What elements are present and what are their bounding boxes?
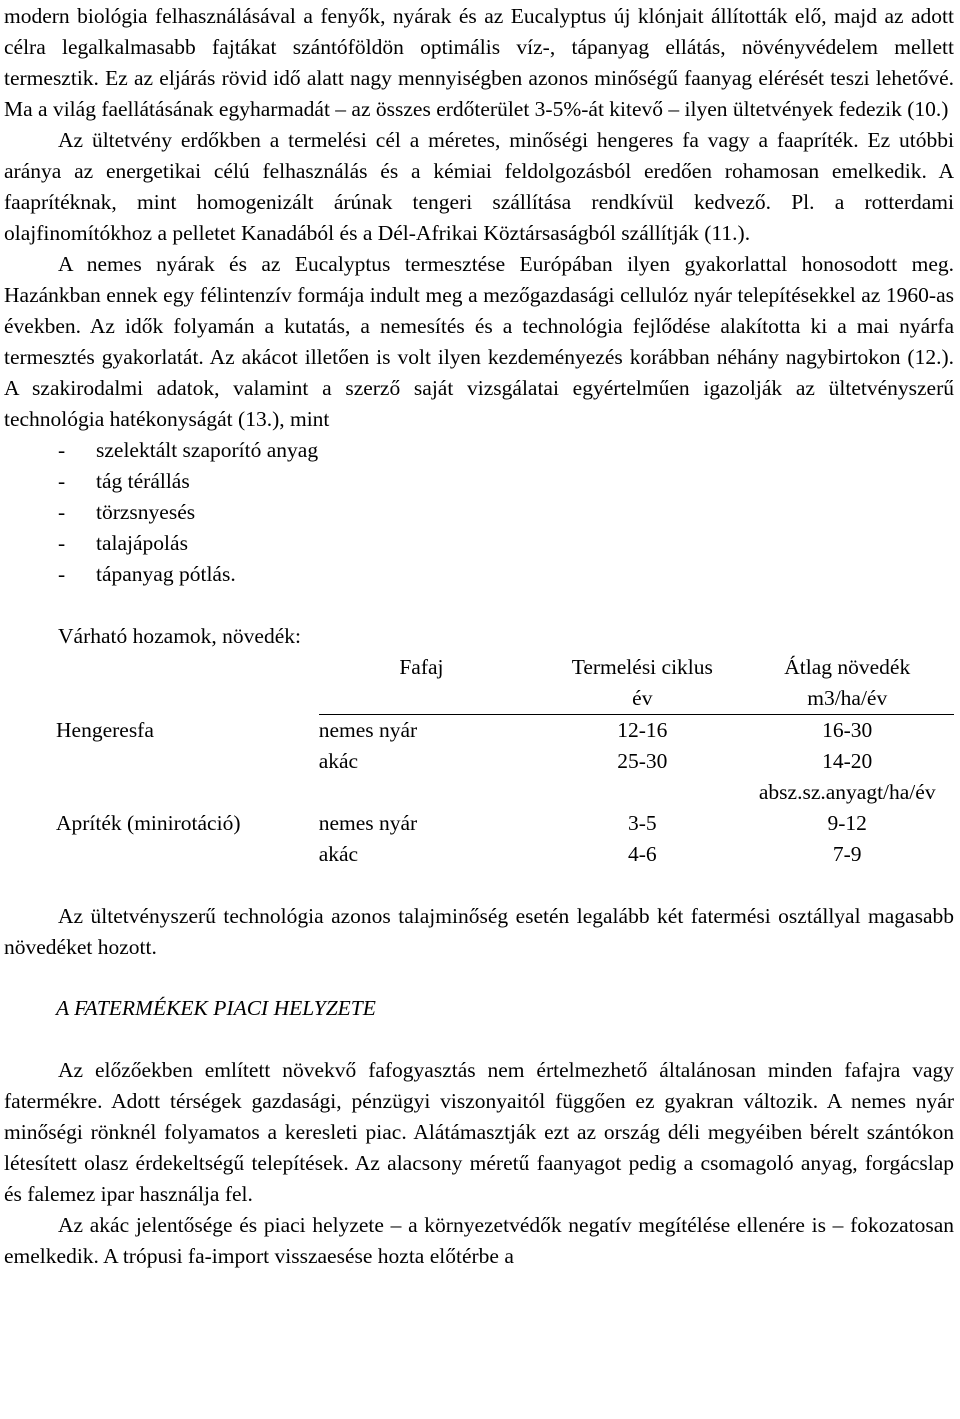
list-dash: - bbox=[58, 500, 66, 524]
list-item: - szelektált szaporító anyag bbox=[4, 435, 954, 466]
list-item: - talajápolás bbox=[4, 528, 954, 559]
list-dash: - bbox=[58, 531, 66, 555]
yield-table bbox=[56, 652, 954, 870]
table-row: Hengeresfa nemes nyár 12-16 16-30 bbox=[56, 717, 873, 742]
table-header-row bbox=[56, 652, 954, 683]
paragraph-poplar-eucalyptus: A nemes nyárak és az Eucalyptus termesztése Európában ilyen gyakorlattal honosodott meg. Hazánkban ennek egy félintenzív formája indult meg a mezőgazdasági cellulóz nyár telepítésekkel az 1960-as években. Az idők folyamán a kutatás, a nemesítés és a technológia fejlődése alakította ki a mai nyárfa termesztés gyakorlatát. Az akácot illetően is volt ilyen kezdeményezés korábban néhány nagybirtokon (12.). A szakirodalmi adatok, valamint a szerző saját vizsgálatai egyértelműen igazolják az ültetvényszerű technológia hatékonyságát (13.), mint bbox=[4, 252, 954, 431]
yield-heading: Várható hozamok, növedék: bbox=[58, 624, 301, 648]
list-dash: - bbox=[58, 438, 66, 462]
header-species: Fafaj bbox=[399, 655, 444, 679]
table-row: akác 4-6 7-9 bbox=[318, 842, 862, 866]
list-item: - törzsnyesés bbox=[4, 497, 954, 528]
document-page bbox=[4, 0, 954, 1272]
unit-dry-matter: absz.sz.anyagt/ha/év bbox=[758, 780, 936, 804]
list-item: - tápanyag pótlás. bbox=[4, 559, 954, 590]
paragraph-acacia: Az akác jelentősége és piaci helyzete – a környezetvédők negatív megítélése ellenére is – fokozatosan emelkedik. A trópusi fa-import visszaesése hozta előtérbe a bbox=[4, 1213, 954, 1268]
paragraph-plantation-intro: modern biológia felhasználásával a fenyők, nyárak és az Eucalyptus új klónjait állították elő, majd az adott célra legalkalmasabb fajtákat szántóföldön optimális víz-, tápanyag ellátás, növényvédelem mellett termesztik. Ez az eljárás rövid idő alatt nagy mennyiségben azonos minőségű faanyag elérését teszi lehetővé. Ma a világ faellátásának egyharmadát – az összes erdőterület 3-5%-át kitevő – ilyen ültetvények fedezik (10.) bbox=[4, 4, 954, 121]
section-title: A FATERMÉKEK PIACI HELYZETE bbox=[56, 996, 376, 1020]
list-dash: - bbox=[58, 469, 66, 493]
paragraph-market-demand: Az előzőekben említett növekvő fafogyasztás nem értelmezhető általánosan minden fafajra vagy fatermékre. Adott térségek gazdasági, pénzügyi viszonyaitól függően ez gyakran változik. A nemes nyár minőségi rönknél folyamatos a keresleti piac. Alátámasztják ezt az ország déli megyéiben bérelt szántókon létesített olasz érdekeltségű telepítések. Az alacsony méretű faanyagot pedig a csomagoló anyag, forgácslap és falemez ipar használja fel. bbox=[4, 1058, 954, 1206]
table-row: Apríték (minirotáció) nemes nyár 3-5 9-12 bbox=[56, 811, 867, 835]
paragraph-plantation-goals: Az ültetvény erdőkben a termelési cél a méretes, minőségi hengeres fa vagy a faapríték. Ez utóbbi aránya az energetikai célú felhasználás és a kémiai feldolgozásból eredően rohamosan emelkedik. A faaprítéknak, mint homogenizált árúnak tengeri szállítása rendkívül kedvező. Pl. a rotterdami olajfinomítókhoz a pelletet Kanadából és a Dél-Afrikai Köztársaságból szállítják (11.). bbox=[4, 128, 954, 245]
subheader-cycle-unit: év bbox=[544, 683, 740, 715]
subheader-increment-unit: m3/ha/év bbox=[740, 683, 954, 715]
table-row: akác 25-30 14-20 bbox=[318, 749, 873, 773]
technology-list bbox=[4, 435, 954, 590]
list-item: - tág térállás bbox=[4, 466, 954, 497]
header-cycle: Termelési ciklus bbox=[571, 655, 713, 679]
table-row bbox=[56, 777, 954, 808]
paragraph-technology-result: Az ültetvényszerű technológia azonos talajminőség esetén legalább két fatermési osztállyal magasabb növedéket hozott. bbox=[4, 904, 954, 959]
table-subheader-row bbox=[56, 683, 954, 715]
header-increment: Átlag növedék bbox=[784, 655, 911, 679]
list-dash: - bbox=[58, 562, 66, 586]
